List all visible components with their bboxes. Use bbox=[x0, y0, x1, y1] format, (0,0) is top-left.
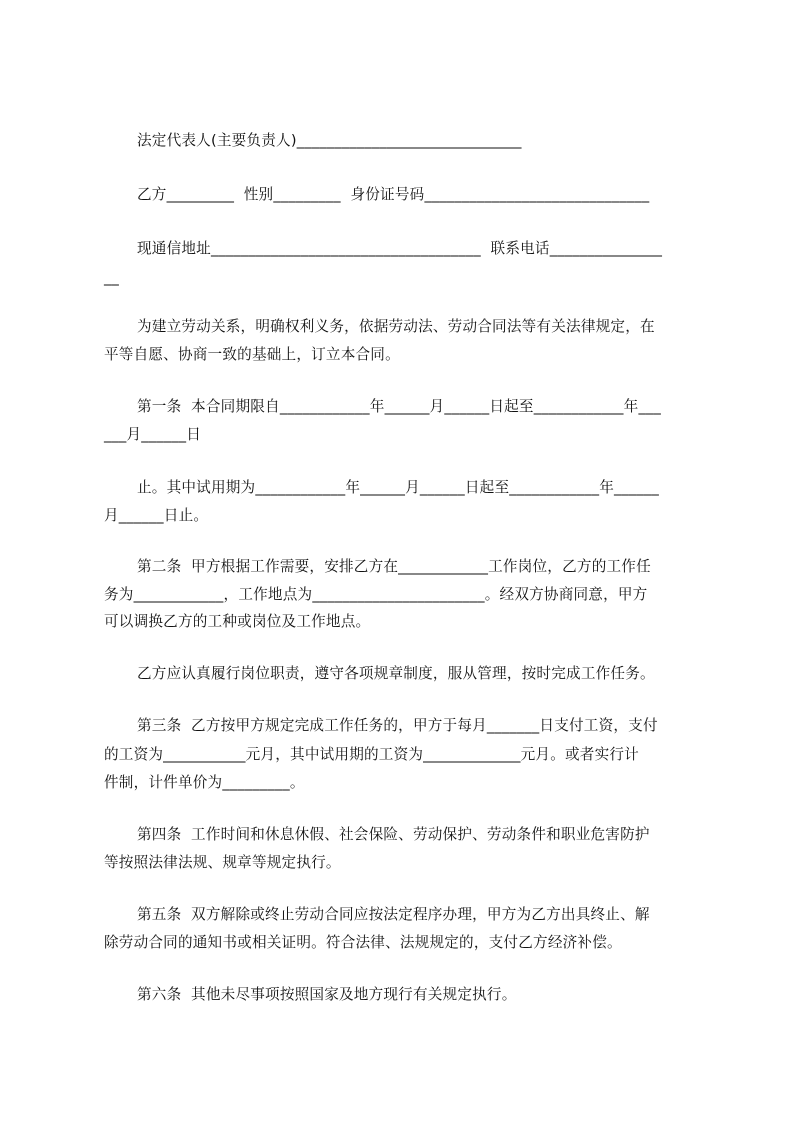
article-5-line-2: 除劳动合同的通知书或相关证明。符合法律、法规规定的，支付乙方经济补偿。 bbox=[104, 934, 622, 951]
article-6-line: 第六条 其他未尽事项按照国家及地方现行有关规定执行。 bbox=[137, 986, 517, 1003]
article-2-line-1: 第二条 甲方根据工作需要，安排乙方在____________工作岗位，乙方的工作任 bbox=[137, 558, 651, 575]
party-b-identity-line: 乙方_________ 性别_________ 身份证号码______________________________ bbox=[137, 186, 650, 203]
preamble-line-1: 为建立劳动关系，明确权利义务，依据劳动法、劳动合同法等有关法律规定，在 bbox=[137, 318, 655, 335]
article-4-line-1: 第四条 工作时间和休息休假、社会保险、劳动保护、劳动条件和职业危害防护 bbox=[137, 826, 650, 843]
preamble-line-2: 平等自愿、协商一致的基础上，订立本合同。 bbox=[104, 346, 400, 363]
article-3-line-1: 第三条 乙方按甲方规定完成工作任务的，甲方于每月_______日支付工资，支付 bbox=[137, 717, 658, 734]
article-3-line-2: 的工资为___________元月，其中试用期的工资为_____________元月。或者实行计 bbox=[104, 746, 639, 763]
duty-line: 乙方应认真履行岗位职责，遵守各项规章制度，服从管理，按时完成工作任务。 bbox=[137, 665, 655, 682]
article-2-line-2: 务为____________，工作地点为_______________________。经双方协商同意，甲方 bbox=[104, 586, 648, 603]
article-1-line-2: ___月______日 bbox=[104, 426, 202, 443]
article-1-line-1: 第一条 本合同期限自____________年______月______日起至____________年___ bbox=[137, 398, 661, 415]
article-5-line-1: 第五条 双方解除或终止劳动合同应按法定程序办理，甲方为乙方出具终止、解 bbox=[137, 906, 650, 923]
article-4-line-2: 等按照法律法规、规章等规定执行。 bbox=[104, 854, 341, 871]
address-phone-line: 现通信地址____________________________________ 联系电话_______________ bbox=[137, 240, 663, 257]
legal-representative-line: 法定代表人(主要负责人)______________________________ bbox=[137, 132, 522, 149]
phone-continuation-line: __ bbox=[104, 269, 119, 286]
article-3-line-3: 件制，计件单价为_________。 bbox=[104, 774, 305, 791]
article-2-line-3: 可以调换乙方的工种或岗位及工作地点。 bbox=[104, 613, 371, 630]
probation-line-1: 止。其中试用期为____________年______月______日起至____________年______ bbox=[137, 479, 659, 496]
probation-line-2: 月______日止。 bbox=[104, 507, 209, 524]
